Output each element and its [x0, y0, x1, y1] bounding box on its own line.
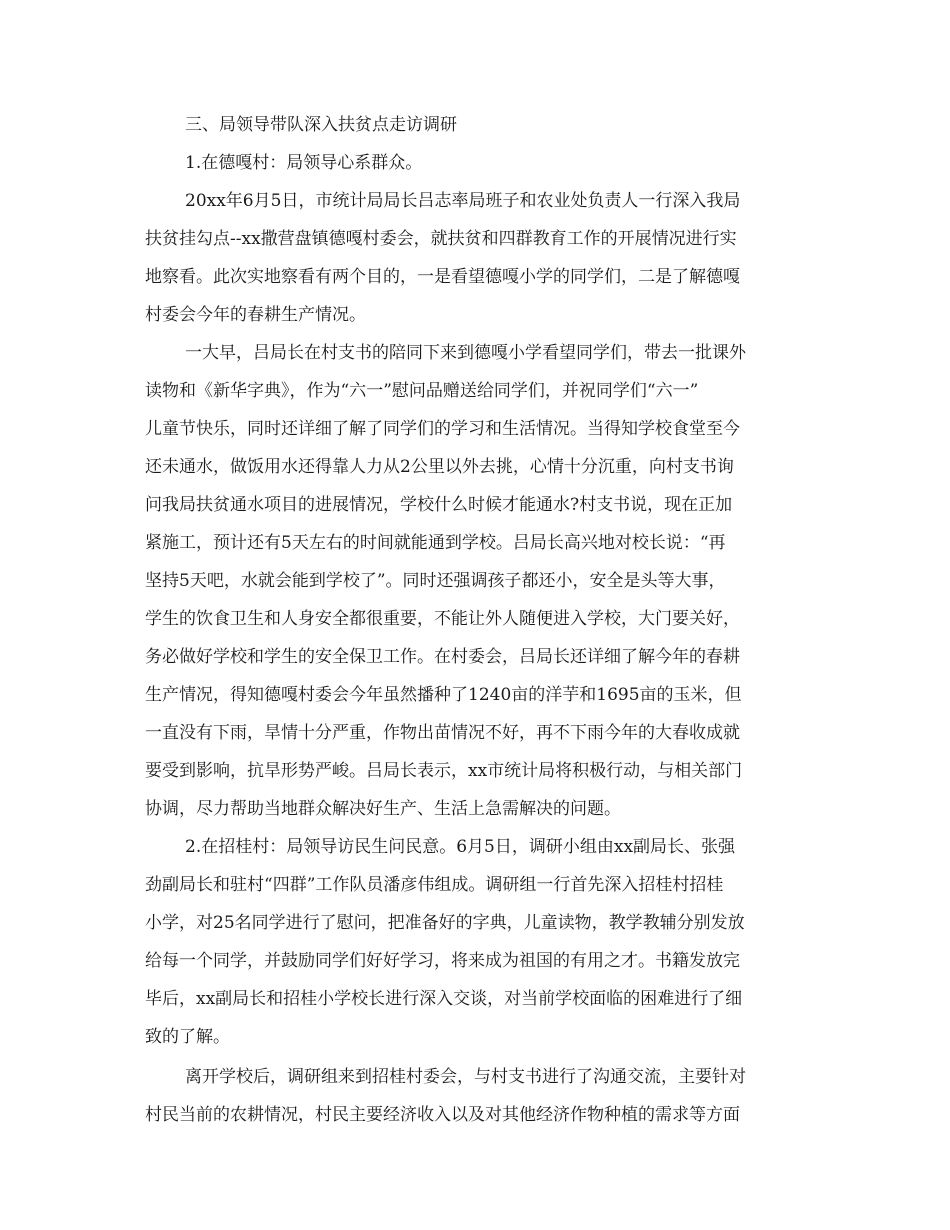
paragraph-line: 要受到影响，抗旱形势严峻。吕局长表示，xx市统计局将积极行动，与相关部门	[145, 761, 743, 781]
paragraph-line: 协调，尽力帮助当地群众解决好生产、生活上急需解决的问题。	[145, 799, 621, 819]
paragraph-line: 毕后，xx副局长和招桂小学校长进行深入交谈，对当前学校面临的困难进行了细	[145, 989, 743, 1009]
paragraph-line: 紧施工，预计还有5天左右的时间就能通到学校。吕局长高兴地对校长说：“再	[145, 533, 726, 553]
paragraph-line: 儿童节快乐，同时还详细了解了同学们的学习和生活情况。当得知学校食堂至今	[145, 419, 740, 439]
paragraph-line: 生产情况，得知德嘎村委会今年虽然播种了1240亩的洋芋和1695亩的玉米，但	[145, 685, 742, 705]
paragraph-line: 还未通水，做饭用水还得靠人力从2公里以外去挑，心情十分沉重，向村支书询	[145, 457, 734, 477]
paragraph-line: 问我局扶贫通水项目的进展情况，学校什么时候才能通水?村支书说，现在正加	[145, 495, 733, 515]
paragraph-line: 给每一个同学，并鼓励同学们好好学习，将来成为祖国的有用之才。书籍发放完	[145, 951, 740, 971]
section-heading: 三、局领导带队深入扶贫点走访调研	[185, 115, 457, 135]
paragraph-line: 坚持5天吧，水就会能到学校了”。同时还强调孩子都还小，安全是头等大事，	[145, 571, 726, 591]
paragraph-line: 离开学校后，调研组来到招桂村委会，与村支书进行了沟通交流，主要针对	[185, 1067, 746, 1087]
paragraph-line: 读物和《新华字典》，作为“六一”慰问品赠送给同学们，并祝同学们“六一”	[145, 381, 699, 401]
paragraph-line: 务必做好学校和学生的安全保卫工作。在村委会，吕局长还详细了解今年的春耕	[145, 647, 740, 667]
paragraph-line: 2.在招桂村：局领导访民生问民意。6月5日，调研小组由xx副局长、张强	[185, 837, 736, 857]
paragraph-line: 地察看。此次实地察看有两个目的，一是看望德嘎小学的同学们，二是了解德嘎	[145, 267, 740, 287]
subsection-heading: 1.在德嘎村：局领导心系群众。	[185, 153, 423, 173]
paragraph-line: 小学，对25名同学进行了慰问，把准备好的字典，儿童读物，教学教辅分别发放	[145, 913, 745, 933]
paragraph-line: 村委会今年的春耕生产情况。	[145, 305, 366, 325]
paragraph-line: 扶贫挂勾点--xx撒营盘镇德嘎村委会，就扶贫和四群教育工作的开展情况进行实	[145, 229, 737, 249]
paragraph-line: 劲副局长和驻村“四群”工作队员潘彦伟组成。调研组一行首先深入招桂村招桂	[145, 875, 724, 895]
paragraph-line: 20xx年6月5日，市统计局局长吕志率局班子和农业处负责人一行深入我局	[185, 191, 741, 211]
paragraph-line: 学生的饮食卫生和人身安全都很重要，不能让外人随便进入学校，大门要关好，	[145, 609, 740, 629]
paragraph-line: 一大早，吕局长在村支书的陪同下来到德嘎小学看望同学们，带去一批课外	[185, 343, 746, 363]
paragraph-line: 致的了解。	[145, 1027, 230, 1047]
paragraph-line: 村民当前的农耕情况，村民主要经济收入以及对其他经济作物种植的需求等方面	[145, 1105, 740, 1125]
paragraph-line: 一直没有下雨，旱情十分严重，作物出苗情况不好，再不下雨今年的大春收成就	[145, 723, 740, 743]
